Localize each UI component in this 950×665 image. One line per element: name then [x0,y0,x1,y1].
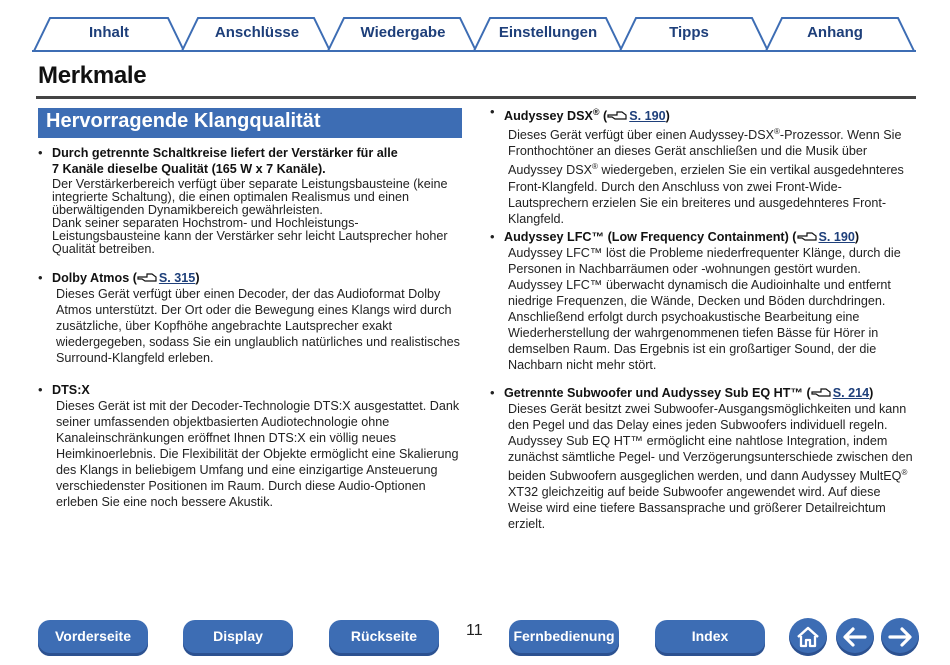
feature-body [504,401,916,532]
feature-body-text: -Prozessor. Wenn Sie Fronthochtöner an dieses Gerät anschließen und die Musik über Audyssey DSX [508,128,902,178]
feature-body-text: Dieses Gerät verfügt über einen Audyssey-DSX [508,128,774,143]
page-reference-link[interactable]: S. 190 [818,229,855,244]
arrow-right-icon [881,618,919,656]
back-button[interactable] [836,618,874,656]
bullet: • [490,384,495,400]
feature-item [38,145,464,256]
feature-body-text: wiedergeben, erzielen Sie ein vertikal ausgedehnteres Front-Klangfeld. Durch den Anschluss von zwei Front-Wide-Lautsprechern erzielen Sie ein breiteres und ausgedehnteres Front-Klangfeld. [508,163,904,226]
nav-fernbedienung-button[interactable]: Fernbedienung [509,620,619,656]
feature-item [490,229,916,373]
feature-body [52,178,464,256]
bullet: • [38,382,43,397]
tab-anschluesse[interactable]: Anschlüsse [214,24,300,41]
page-title: Merkmale [38,62,147,89]
feature-body-text: Der Verstärkerbereich verfügt über separate Leistungsbausteine (keine integrierte Schaltung), die einen optimalen Realismus und einen überwältigenden Dynamikbereich gewährleisten. [52,177,448,217]
pointing-hand-icon [607,110,627,121]
top-tab-bar [32,14,916,52]
registered-mark: ® [592,162,598,172]
bullet: • [38,145,43,160]
feature-title: Audyssey LFC™ (Low Frequency Containment) ( S. 190) [504,229,860,244]
pointing-hand-icon [137,272,157,283]
feature-title-text: Getrennte Subwoofer und Audyssey Sub EQ HT™ [504,385,804,400]
feature-body-text: Dank seiner separaten Hochstrom- und Hochleistungs-Leistungsbausteine kann der Verstärker sehr leicht Lautsprecher hoher Qualität betreiben. [52,216,448,256]
feature-title: Dolby Atmos ( S. 315) [52,271,200,285]
arrow-left-icon [836,618,874,656]
pointing-hand-icon [797,231,817,242]
feature-title [52,145,464,177]
feature-title-line: Durch getrennte Schaltkreise liefert der Verstärker für alle [52,146,398,160]
home-button[interactable] [789,618,827,656]
pointing-hand-icon [811,387,831,398]
registered-mark: ® [592,107,600,117]
nav-index-button[interactable]: Index [655,620,765,656]
page-reference-link[interactable]: S. 315 [158,271,196,285]
registered-mark: ® [901,467,908,477]
feature-title-text: Audyssey LFC™ (Low Frequency Containment) [504,229,789,244]
tab-wiedergabe[interactable]: Wiedergabe [360,24,446,41]
home-icon [789,618,827,656]
tab-anhang[interactable]: Anhang [807,24,863,41]
feature-item [38,270,464,366]
nav-rueckseite-button[interactable]: Rückseite [329,620,439,656]
left-column [38,145,464,510]
section-title: Hervorragende Klangqualität [46,110,321,132]
page-reference-link[interactable]: S. 190 [629,109,666,124]
feature-title-line: 7 Kanäle dieselbe Qualität (165 W x 7 Kanäle). [52,162,326,176]
feature-body [504,124,916,226]
forward-button[interactable] [881,618,919,656]
feature-body-text: Dieses Gerät besitzt zwei Subwoofer-Ausgangsmöglichkeiten und kann den Pegel und das Delay eines jeden Subwoofers individuell regeln. [508,401,907,432]
tab-einstellungen[interactable]: Einstellungen [498,24,598,41]
bullet: • [38,270,43,285]
feature-title: Getrennte Subwoofer und Audyssey Sub EQ HT™ ( S. 214) [504,385,874,400]
feature-item [490,385,916,532]
tab-tipps[interactable]: Tipps [669,24,709,41]
section-banner [38,108,462,138]
feature-body-text: XT32 gleichzeitig auf beide Subwoofer angewendet wird. Auf diese Weise wird eine tiefere Bassansprache und größerer Detailreichtum erzielt. [508,484,886,531]
feature-item [490,104,916,227]
registered-mark: ® [774,127,780,137]
nav-vorderseite-button[interactable]: Vorderseite [38,620,148,656]
feature-body: Dieses Gerät verfügt über einen Decoder, der das Audioformat Dolby Atmos unterstützt. Der Ort oder die Bewegung eines Klangs wird durch zusätzliche, über Kopfhöhe angebrachte Lautsprecher exakt wiedergegeben, sodass Sie ein unglaublich natürliches und realistisches Surround-Klangfeld erleben. [56,287,460,365]
feature-item [38,382,464,510]
title-divider [36,96,916,99]
feature-body-text: Audyssey Sub EQ HT™ ermöglicht eine nahtlose Integration, indem zunächst sämtliche Pegel- und Verzögerungsunterschiede zwischen den beiden Subwoofern ausgeglichen werden, und dann Audyssey MultEQ [508,433,913,483]
feature-title: DTS:X [52,383,90,397]
feature-body: Dieses Gerät ist mit der Decoder-Technologie DTS:X ausgestattet. Dank seiner umfassenden objektbasierten Audiotechnologie ohne Kanaleinschränkungen eröffnet Ihnen DTS:X ein völlig neues Heimkinoerlebnis. Die Flexibilität der Objekte ermöglicht eine Skalierung des Klangs in beliebigem Umfang und eine einzigartige Ansteuerung verschiedenster Positionen im Raum. Durch diese Audio-Optionen erleben Sie eine noch bessere Akustik. [56,399,460,509]
bullet: • [490,104,495,119]
tab-inhalt[interactable]: Inhalt [89,24,129,41]
nav-display-button[interactable]: Display [183,620,293,656]
page-number: 11 [466,622,483,639]
feature-title: Audyssey DSX® ( S. 190) [504,107,670,124]
feature-title-text: Dolby Atmos [52,271,130,285]
page-reference-link[interactable]: S. 214 [832,385,870,400]
feature-body: Audyssey LFC™ löst die Probleme niederfrequenter Klänge, durch die Personen in Nachbarräumen oder -wohnungen gestört wurden. Audyssey LFC™ überwacht dynamisch die Audioinhalte und entfernt niedrige Frequenzen, die Wände, Decken und Böden durchdringen. Anschließend erfolgt durch psychoakustische Bearbeitung eine Wiederherstellung der wahrgenommenen tiefen Bässe für Hörer in demselben Raum. Das Ergebnis ist ein großartiger Sound, der die Nachbarn nicht mehr stört. [508,245,901,372]
feature-title-text: Audyssey DSX [504,109,593,124]
right-column [490,104,916,532]
bullet: • [490,228,495,244]
